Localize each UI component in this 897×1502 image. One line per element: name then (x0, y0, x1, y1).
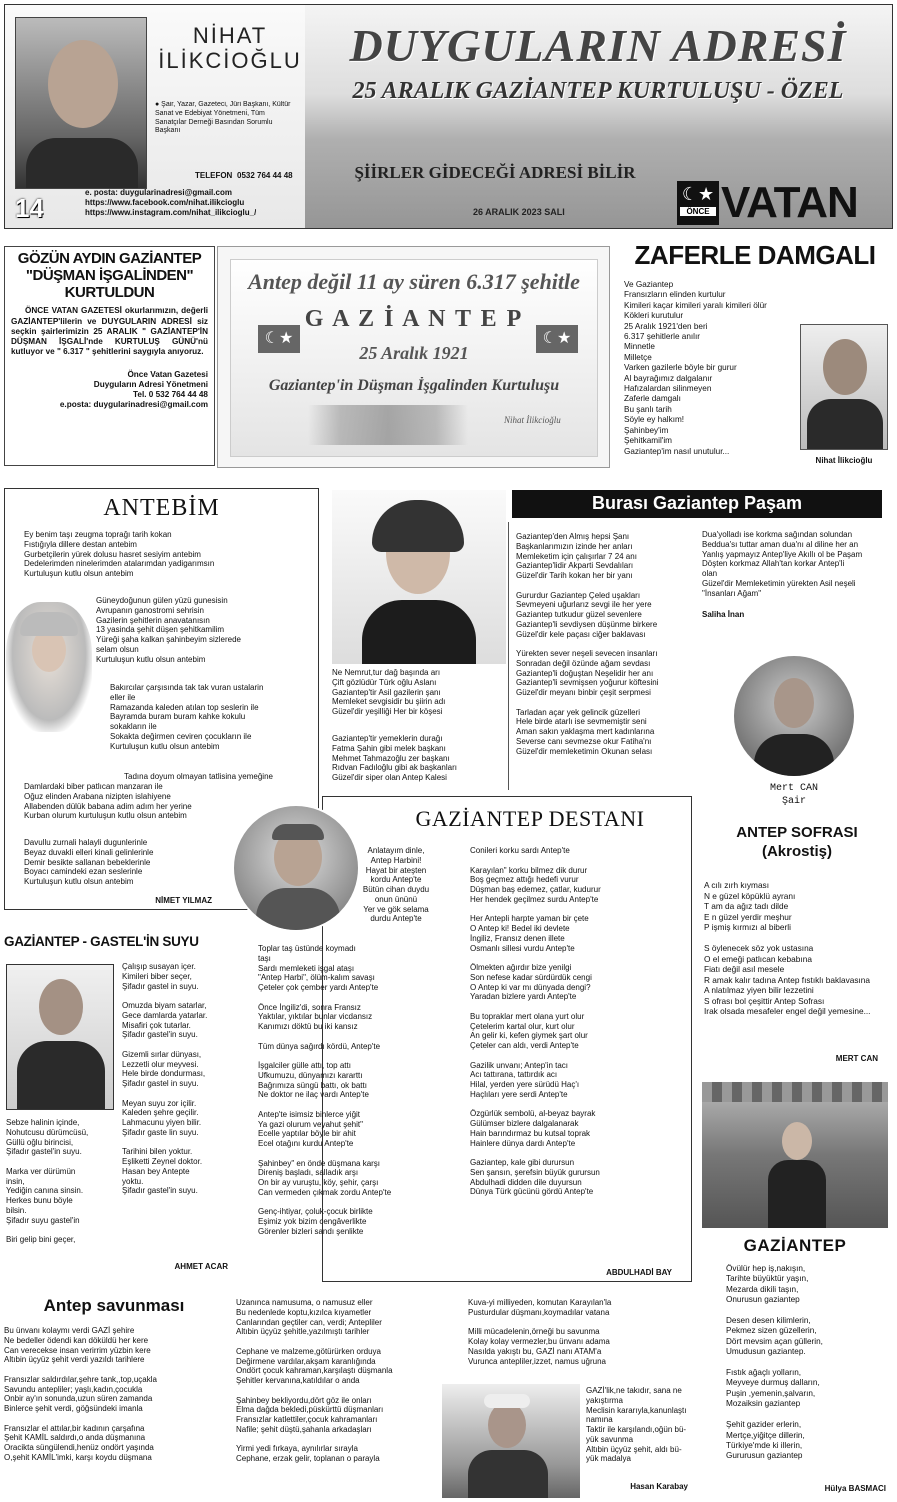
nemrut-stanza-2: Gaziantep'tir yemeklerin durağı Fatma Şahin gibi melek başkanı Mehmet Tahmazoğlu zer başkanı Rıdvan Fadıloğlu gibi ak başkanları Güzel'dir siper olan Antep Kalesi (332, 734, 457, 782)
hulya-title: GAZİANTEP (743, 1236, 847, 1255)
instagram-link[interactable]: https://www.instagram.com/nihat_ilikcioglu_/ (85, 208, 257, 217)
banner-signature: Nihat İlikcioğlu (504, 415, 561, 425)
pasam-title: Burası Gaziantep Paşam (591, 493, 803, 513)
savunmasi-column-2: Uzanınca namusuma, o namusuz eller Bu nedenlede koptu,kızılca kıyametler Canlarından geçtiler can, verdi; Antepliler Altıbin üçyüz şehitle,yazılmıştı tarihler Cephane ve malzeme,götürürken orduya Değirmene vardılar,akşam karanlığında Ondört çocuk kahraman,karşılaştı düşmanla Şehitler kervanına,katıldılar o anda Şahinbey bekliyordu,dört göz ile onları Elma dağda bekledi,püskürttü düşmanları Fransızlar katlettiler,çocuk kahramanları Nafile; şehit düştü,şahanla arkadaşları Yirmi yedi fırkaya, aynılırlar sırayla Cephane, erzak gelir, toplanan o parayla (236, 1298, 393, 1463)
page-number: 14 (15, 193, 44, 223)
author-links[interactable] (85, 188, 256, 218)
intro-body: ÖNCE VATAN GAZETESİ okurlarımızın, değerli GAZİANTEP'lilerin ve DUYGULARIN ADRESİ siz seçkin şairlerimizin 25 ARALIK " GAZİANTEP'İN DÜŞMAN İŞGALİ'nde KURTULUŞ GÜNÜ'nü kutluyor ve " 6.317 " şehitlerini saygıyla anıyoruz. (11, 306, 208, 357)
intro-box (4, 246, 215, 466)
saliha-photo (332, 490, 506, 664)
gastel-author: AHMET ACAR (174, 1262, 228, 1271)
nemrut-stanza-1: Ne Nemrut,tur dağ başında arı Çift gözlüdür Türk oğlu Aslanı Gaziantep'tir Asil gazilerin şanı Memleket sevgisidir bu şiirin adı Güzel'dir yeşilliği Her bir köşesi (332, 668, 446, 716)
antebim-author-photo (6, 602, 92, 732)
pasam-author: Saliha İnan (702, 610, 745, 619)
author-bio: ● Şair, Yazar, Gazeteci, Jüri Başkanı, Kültür Sanat ve Edebiyat Yönetmeni, Tüm Sanatçılar Derneği Basından Sorumlu Başkanı (155, 101, 291, 135)
kurtulus-banner (217, 246, 610, 468)
sofrasi-poem: A cılı zırh kıyması N e güzel köpüklü ayranı T am da ağız tadı dilde E n güzel yerdir meşhur P işmiş kırmızı al biberli S öylenecek söz yok ustasına O el emeği patlıcan kebabına Fiatı değil asıl mesele R amak kalır tadına Antep fıstıklı baklavasına A nlatılmaz yiyen bilir lezzetini S ofrası bol çeşittir Antep Sofrası Irak olsada mesafeler engel değil yemesine... (704, 880, 871, 1017)
banner-line-3: 25 Aralık 1921 (359, 343, 469, 363)
zaferle-poem: Ve Gaziantep Fransızların elinden kurtulur Kimileri kaçar kimileri yaralı kimileri ölür Kökleri kurutulur 25 Aralık 1921'den beri 6.317 şehitlerle anılır Minnetle Milletçe Varken gazilerle böyle bir gurur Al bayrağımız dalgalanır Hafızalardan silinmeyen Zaferle damgalı Bu şanlı tarih Söyle ey halkım! Şahinbey'im Şehitkamil'im Gaziantep'im nasıl unutulur... (624, 280, 767, 456)
logo-flag-box (677, 181, 719, 225)
savunmasi-column-3: Kuva-yi milliyeden, komutan Karayılan'la Pusturdular düşmanı,koymadılar vatana Milli mücadelenin,örneği bu savunma Kolay kolay vermezler,bu ünvanı adama Nasılda yakıştı bu, GAZİ nanı ATAM'a Vurunca antepliler,izzet, namus uğruna (468, 1298, 612, 1366)
logo-vatan: VATAN (721, 181, 858, 225)
banner-line-1: Antep değil 11 ay süren 6.317 şehitle (248, 269, 580, 294)
antebim-stanza-3: Bakırcılar çarşısında tak tak vuran ustalarin eller ile Ramazanda kaleden atılan top seslerin ile Bayramda buram buram kahke kokulu sokakların ile Sokakta değirmen ceviren çocukların ile Kurtuluşun kutlu olsun antebim (110, 683, 264, 751)
gastel-title: GAZİANTEP - GASTEL'İN SUYU (4, 934, 199, 949)
sofrasi-author: MERT CAN (835, 1054, 878, 1063)
issue-date: 26 ARALIK 2023 SALI (473, 207, 565, 217)
hasan-photo (442, 1384, 580, 1498)
slogan: ŞİİRLER GİDECEĞİ ADRESİ BİLİR (354, 163, 636, 182)
destani-author: ABDULHADİ BAY (606, 1268, 672, 1277)
destani-column-1b: Toplar taş üstünde koymadı taşı Sardı memleketi işgal ataşı "Antep Harbi", ölüm-kalım savaşı Çeteler çok çember yardı Antep'te Önce İngiliz'di, sonra Fransız Yaktılar, yıktılar bunlar vicdansız Kanımızı döktü bu iki kansız Tüm dünya sağırdı kördü, Antep'te İşgalciler gülle attı, top attı Ufkumuzu, dünyamızı kararttı Bağrımıza süngü battı, ok battı Ne doktor ne ilaç vardı Antep'te Antep'te isimsiz binlerce yiğit Ya gazi olurum veyahut şehit" Ecelle yaptılar böyle bir ahit Ecel otağını kurdu Antep'te Şahinbey" en önde düşmana karşı Direniş başladı, salladık arşı On bir ay vuruştu, köy, şehir, çarşı Can vermeden çıkmak zordu Antep'te Genç-ihtiyar, çoluk-çocuk birlikte Eşimiz yok bizim cengâverlikte Görenler bizleri sandı şenlikte (258, 944, 392, 1236)
destani-column-1a: Anlatayım dinle, Antep Harbini! Hayat bir ateşten kordu Antep'te Bütün cihan duydu onun ününü Yer ve gök selama durdu Antep'te (362, 846, 430, 924)
zaferle-author: Nihat İlikcioğlu (815, 456, 873, 465)
savunmasi-column-4: GAZİ'lik,ne takıdır, sana ne yakıştırma Meclisin kararıyla,kanunlaştı namına Taktir ile karşılandı,oğün bü- yük savunma Altıbin üçyüz şehit, aldı bü- yük madalya (586, 1386, 687, 1464)
vatan-logo (677, 181, 887, 225)
author-last-name: İLİKCİOĞLU (158, 48, 302, 74)
intro-signature: Önce Vatan Gazetesi Duyguların Adresi Yönetmeni Tel. 0 532 764 44 48 e.posta: duygularinadresi@gmail.com (59, 369, 208, 410)
gastel-column-0: Sebze halinin içinde, Nohutcusu dürümcüsü, Güllü oğlu birincisi, Şifadır gastel'in suyu. Marka ver dürümün insin, Yediğin canına sinsin. Herkes bunu böyle bilsin. Şifadır suyu gastel'in Biri gelip bini geçer, (6, 1118, 89, 1244)
hulya-author: Hülya BASMACI (824, 1484, 886, 1493)
hulya-photo (702, 1082, 888, 1228)
savunmasi-title: Antep savunması (43, 1296, 185, 1315)
savunmasi-author: Hasan Karabay (630, 1482, 688, 1491)
author-first-name: NİHAT (192, 23, 268, 48)
mertcan-photo (734, 656, 854, 776)
author-photo (15, 17, 147, 189)
banner-line-4: Gaziantep'in Düşman İşgalinden Kurtuluşu (268, 377, 560, 394)
mertcan-caption (734, 782, 854, 808)
hulya-poem: Övülür hep iş,nakışın, Tarihte büyüktür yaşın, Mezarda dikili taşın, Onurusun gaziantep Desen desen kilimlerin, Pekmez sizen güzellerin, Dört mevsim açan güllerin, Umudusun gaziantep. Fıstık ağaçlı yolların, Meyveye durmuş dalların, Puşin ,yemenin,şalvarın, Mozaiksin gaziantep Şehit gazider erlerin, Mertçe,yiğitçe dillerin, Türkiye'mde ki illerin, Gururusun gaziantep (726, 1264, 823, 1461)
ahmet-photo (6, 964, 114, 1110)
pasam-column-1: Gaziantep'den Almış hepsi Şanı Başkanlarımızın izinde her anları Memleketim için çalışırlar 7 24 anı Gaziantep'lidir Akparti Sevdalıları Güzel'dir Tarih kokan her bir yanı Gururdur Gaziantep Çeled uşakları Sevmeyeni uğurlarız sevgi ile her yere Gaziantep tutkudur güzel sevenlere Gaziantep'li sevdiysen düşünme birkere Güzel'dir kele paçası ciğer baklavası Yürekten sever neşeli sevecen insanları Sonradan değil özünde ağam sevdası Gaziantep'li doğuştan Neşelidir her anı Gaziantep'li sevmişsen yoğurur köftesini Güzel'dir meyanı binbir çeşit serpmesi Tarladan açar yek gelincik güzelleri Hele birde atarlı ise sevmemiştir seni Aman sakın yaklaşma mert kadınlarına Severse canı sevmezse okur Fatiha'nı Güzel'dir memleketimin Okunan selası (516, 532, 659, 756)
header (4, 4, 893, 229)
flag-left-icon: ☾★ (258, 325, 300, 353)
mertcan-role: Şair (781, 796, 806, 807)
facebook-link[interactable]: https://www.facebook.com/nihat.ilikcioglu (85, 198, 245, 207)
banner-line-2: G A Z İ A N T E P (304, 306, 524, 332)
antebim-stanza-4-first: Tadına doyum olmayan tatlisina yemeğine (124, 772, 273, 781)
pasam-column-2: Dua'yolladı ise korkma sağından solundan Beddua'sı tuttar aman dua'nı al diline her an Yanlış yapmayız Antep'liye Akıllı ol be Paşam Döşten korkmaz Allah'tan korkar Antep'li olan Güzel'dir Memleketimin yürekten Asil neşeli "İnsanları Ağam" (702, 530, 863, 598)
phone-label: TELEFON (195, 171, 233, 180)
sofrasi-title: ANTEP SOFRASI (Akrostiş) (736, 824, 858, 860)
main-title: DUYGULARIN ADRESİ (349, 20, 847, 71)
subtitle: 25 ARALIK GAZİANTEP KURTULUŞU - ÖZEL (352, 78, 844, 104)
intro-title: GÖZÜN AYDIN GAZİANTEP "DÜŞMAN İŞGALİNDEN" KURTULDUN (17, 250, 202, 301)
mertcan-name: Mert CAN (769, 783, 818, 794)
antebim-stanza-5: Davullu zurnali halayli dugunlerinle Beyaz duvakli elleri kinali gelinlerinle Demir besikte sallanan bebeklerinle Boyacı camindeki ezan seslerinle Kurtuluşun kutlu olsun antebim (24, 838, 154, 886)
savunmasi-column-1: Bu ünvanı kolaymı verdi GAZİ şehire Ne bedeller ödendi kan döküldü her kere Can verecekse insan verirrim yüzbin kere Altıbin üçyüz şehit verdi yazıldı tarihlere Fransızlar saldırdılar,şehre tank,,top,uçakla Savundu antepliler; yaşlı,kadın,çocukla Onbir ay'ın sonunda,uzun süren zamanda Binlerce şehit verdi, göğsündeki imanla Fransızlar el attılar,bir kadının çarşafına Şehit KAMİL saldırdı,o anda düşmanına Oracikta süngülendi,henüz ondört yaşında O,şehit KAMİL'imki, karşı koydu düşmana (4, 1326, 157, 1462)
antebim-stanza-1: Ey benim taşı zeugma toprağı tarih kokan Fıstığıyla dillere destan antebim Gurbetçilerin yürek dolusu hasret sesiyim antebim Dedelerimden ninelerimden atalarımdan yadigarımsın Kurtuluşun kutlu olsun antebim (24, 530, 215, 578)
antebim-stanza-4: Damlardaki biber patlıcan manzaran ile Oğuz elinden Arabana nizipten islahiyene Allabenden dülük babana adim adım her yerine Kurban olurum kurtuluşun kutlu olsun antebim (24, 782, 192, 821)
destani-column-2: Conileri korku sardı Antep'te Karayılan" korku bilmez dik durur Boş geçmez attığı hedefi vurur Düşman baş edemez, çatlar, kudurur Her hendek geçilmez surdu Antep'te Her Antepli harpte yaman bir çete O Antep ki! Bedel iki devlete İngiliz, Fransız denen illete Osmanlı sillesi vurdu Antep'te Ölmekten ağırdır bize yenilgi Son nefese kadar sürdürdük cengi O Antep ki var mı dünyada dengi? Yaradan bizlere yardı Antep'te Bu topraklar mert olana yurt olur Çetelerim kartal olur, kurt olur An gelir ki, kefen giymek şart olur Çeteler can aldı, verdi Antep'te Gazilik unvanı; Antep'in tacı Acı tattırana, tattırdık acı Hilal, yerden yere sürüdü Haç'ı Haçlıları yere serdi Antep'te Özgürlük sembolü, al-beyaz bayrak Gülümser bizlere dalgalanarak Hain barındırmaz bu kutsal toprak Hainlere dünya dardı Antep'te Gaziantep, kale gibi durursun Sen şansın, şerefsin büyük gurursun Abdulhadi didden dile duyursun Dünya Türk gücünü gördü Antep'te (470, 846, 601, 1197)
flag-right-icon: ☾★ (536, 325, 578, 353)
email-link[interactable]: e. posta: duygularinadresi@gmail.com (85, 188, 232, 197)
antebim-title: ANTEBİM (103, 495, 220, 521)
gastel-column-1: Çalışıp susayan içer. Kimileri biber seçer, Şifadır gastel in suyu. Omuzda biyam satarlar, Gece damlarda yatarlar. Misafiri çok tutarlar. Şifadır gastel'in suyu. Gizemli sırlar dünyası, Lezzetli olur meyvesi. Hele birde dondurması, Şifadır gastel in suyu. Meyan suyu zor içilir. Kaleden şehre geçilir. Lahmacunu yiyen bilir. Şifadır gaste lin suyu. Tarihini bilen yoktur. Eşliketti Zeynel doktor. Hasan bey Antepte yoktu. Şifadır gastel'in suyu. (122, 962, 208, 1196)
antebim-author: NİMET YILMAZ (155, 896, 212, 905)
destani-title: GAZİANTEP DESTANI (415, 806, 645, 831)
antebim-stanza-2: Güneydoğunun gülen yüzü gunesisin Avrupanın ganostromi sehrisin Gazilerin şehitlerin anavatanısın 13 yasinda şehit düşen şehitkamilim Yüreği şaha kalkan şahinbeyim sizlerede selam olsun Kurtuluşun kutlu olsun antebim (96, 596, 241, 664)
soldiers-silhouette (308, 405, 468, 445)
author-name (155, 23, 305, 74)
logo-once: ÖNCE (680, 207, 716, 216)
crescent-icon: ☾★ (681, 184, 715, 204)
phone-number: 0532 764 44 48 (237, 171, 293, 180)
zaferle-author-photo (800, 324, 888, 450)
zaferle-title: ZAFERLE DAMGALI (634, 240, 876, 270)
